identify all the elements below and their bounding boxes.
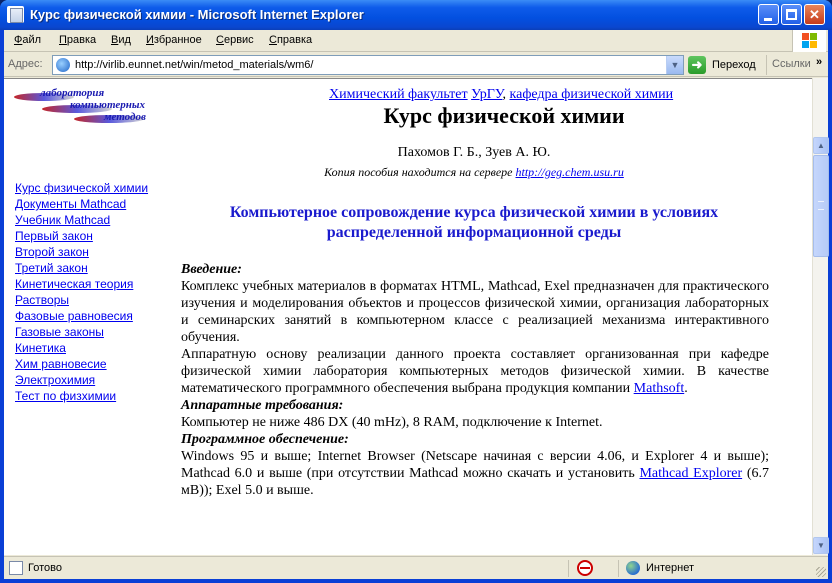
copy-note-text: Копия пособия находится на сервере bbox=[324, 165, 516, 179]
subtitle: Компьютерное сопровождение курса физической химии в условиях распределенной информационной среды bbox=[229, 204, 719, 241]
nav-link-kinetic-theory[interactable]: Кинетическая теория bbox=[15, 277, 134, 291]
link-server[interactable]: http://geg.chem.usu.ru bbox=[515, 165, 624, 179]
paragraph-basis bbox=[181, 346, 769, 397]
address-bar bbox=[4, 53, 828, 77]
address-input[interactable] bbox=[52, 55, 684, 75]
address-url: http://virlib.eunnet.net/win/metod_materials/wm6/ bbox=[75, 59, 314, 71]
nav-link-solutions[interactable]: Растворы bbox=[15, 293, 69, 307]
nav-link-second-law[interactable]: Второй закон bbox=[15, 245, 89, 259]
link-mathcad-explorer[interactable]: Mathcad Explorer bbox=[639, 466, 743, 481]
paragraph-software-end: (6.7 мВ)); Exel 5.0 и выше. bbox=[181, 466, 769, 498]
chevron-right-icon[interactable]: » bbox=[816, 56, 823, 68]
heading-intro: Введение: bbox=[181, 262, 242, 277]
period: . bbox=[684, 381, 688, 396]
resize-grip-icon[interactable] bbox=[816, 567, 826, 577]
nav-link-course[interactable]: Курс физической химии bbox=[15, 181, 149, 195]
ie-page-icon bbox=[7, 6, 24, 23]
menu-tools[interactable]: Сервис bbox=[216, 34, 254, 46]
link-university[interactable]: УрГУ bbox=[471, 87, 503, 102]
page-title: Курс физической химии bbox=[383, 103, 625, 128]
close-button[interactable]: ✕ bbox=[804, 4, 825, 25]
chevron-down-icon[interactable]: ▼ bbox=[666, 56, 683, 74]
nav-link-gas-laws[interactable]: Газовые законы bbox=[15, 325, 104, 339]
toolbar-divider bbox=[766, 55, 767, 75]
nav-link-electrochemistry[interactable]: Электрохимия bbox=[15, 373, 96, 387]
address-label: Адрес: bbox=[8, 58, 43, 70]
nav-link-kinetics[interactable]: Кинетика bbox=[15, 341, 66, 355]
menu-file[interactable]: Файл bbox=[14, 34, 42, 46]
window-title: Курс физической химии - Microsoft Internet Explorer bbox=[30, 7, 364, 22]
paragraph-intro: Комплекс учебных материалов в форматах HTML, Mathcad, Exel предназначен для практического изучения и моделирования объектов и процессов физической химии, организация лабораторных и семинарских занятий в компьютерном классе с реализацией механизма интерактивного обучения. bbox=[181, 279, 769, 345]
nav-link-first-law[interactable]: Первый закон bbox=[15, 229, 93, 243]
maximize-button[interactable] bbox=[781, 4, 802, 25]
article-body bbox=[181, 261, 769, 499]
link-mathsoft[interactable]: Mathsoft bbox=[633, 381, 685, 396]
scroll-up-icon[interactable]: ▲ bbox=[813, 137, 829, 154]
vertical-scrollbar[interactable] bbox=[812, 78, 828, 555]
scroll-thumb[interactable] bbox=[813, 155, 829, 257]
internet-zone-icon bbox=[626, 561, 640, 575]
menu-help[interactable]: Справка bbox=[269, 34, 313, 46]
heading-hardware: Аппаратные требования: bbox=[181, 398, 344, 413]
logo-text-3: методов bbox=[104, 111, 146, 123]
nav-link-chem-equilibrium[interactable]: Хим равновесие bbox=[15, 357, 107, 371]
logo-text-1: лаборатория bbox=[40, 87, 105, 99]
link-department[interactable]: кафедра физической химии bbox=[509, 87, 674, 102]
page-done-icon bbox=[9, 561, 23, 575]
heading-software: Программное обеспечение: bbox=[181, 432, 349, 447]
nav-link-mathcad-tutorial[interactable]: Учебник Mathcad bbox=[15, 213, 111, 227]
go-arrow-icon: ➜ bbox=[688, 56, 706, 74]
nav-link-phase-equilibria[interactable]: Фазовые равновесия bbox=[15, 309, 133, 323]
status-bar bbox=[4, 556, 828, 579]
menu-favorites[interactable]: Избранное bbox=[146, 34, 202, 46]
paragraph-basis-text: Аппаратную основу реализации данного проекта составляет организованная при кафедре физической химии лаборатория компьютерных методов физической химии. В качестве математического программного обеспечения выбрана продукция компании bbox=[181, 347, 769, 396]
nav-link-mathcad-docs[interactable]: Документы Mathcad bbox=[15, 197, 127, 211]
paragraph-software-text: Windows 95 и выше; Internet Browser (Netscape начиная с версии 4.06, и Explorer 4 и выше); Mathcad 6.0 и выше (при отсутствии Mathcad можно скачать и установить bbox=[181, 449, 769, 481]
logo-text-2: компьютерных bbox=[70, 99, 145, 111]
popup-blocked-icon[interactable] bbox=[577, 560, 593, 576]
nav-link-test[interactable]: Тест по физхимии bbox=[15, 389, 117, 403]
page-globe-icon bbox=[56, 58, 70, 72]
link-faculty[interactable]: Химический факультет bbox=[329, 87, 468, 102]
menu-edit[interactable]: Правка bbox=[59, 34, 97, 46]
menu-bar bbox=[4, 30, 828, 52]
scroll-down-icon[interactable]: ▼ bbox=[813, 537, 829, 554]
status-divider bbox=[568, 560, 569, 577]
authors: Пахомов Г. Б., Зуев А. Ю. bbox=[397, 145, 551, 160]
menu-view[interactable]: Вид bbox=[111, 34, 131, 46]
left-navigation bbox=[15, 180, 165, 404]
nav-link-third-law[interactable]: Третий закон bbox=[15, 261, 88, 275]
lab-logo bbox=[14, 87, 174, 127]
go-label: Переход bbox=[712, 59, 756, 71]
page-content bbox=[4, 78, 812, 555]
security-zone: Интернет bbox=[646, 562, 694, 574]
header-links bbox=[329, 87, 673, 103]
paragraph-software bbox=[181, 448, 769, 499]
link-separator: , bbox=[502, 87, 510, 102]
paragraph-hardware: Компьютер не ниже 486 DX (40 mHz), 8 RAM, подключение к Internet. bbox=[181, 415, 603, 430]
status-divider bbox=[618, 560, 619, 577]
copy-note bbox=[181, 165, 767, 180]
status-text: Готово bbox=[28, 562, 62, 574]
windows-flag-icon bbox=[792, 30, 826, 52]
links-button[interactable]: Ссылки bbox=[772, 58, 811, 70]
minimize-button[interactable] bbox=[758, 4, 779, 25]
title-bar[interactable] bbox=[0, 0, 832, 30]
